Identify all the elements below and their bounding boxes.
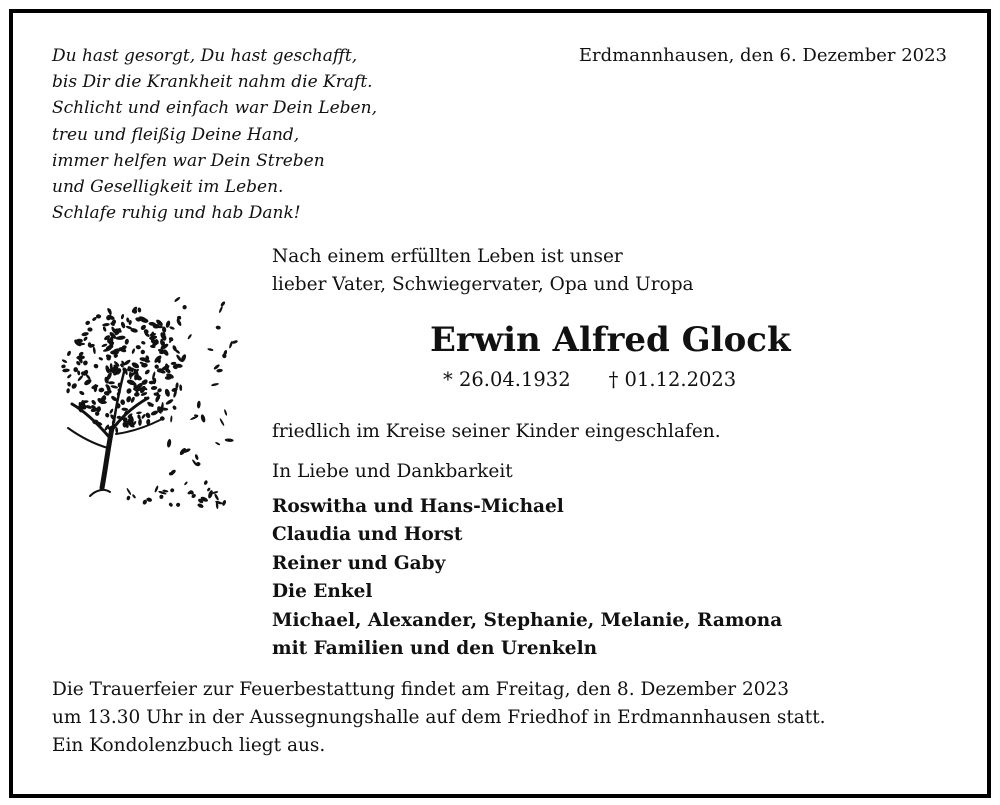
passing-text: friedlich im Kreise seiner Kinder eingeschlafen. xyxy=(272,421,721,442)
service-line: um 13.30 Uhr in der Aussegnungshalle auf dem Friedhof in Erdmannhausen statt. xyxy=(52,707,826,728)
poem xyxy=(52,43,377,226)
intro-line: Nach einem erfüllten Leben ist unser xyxy=(272,246,623,267)
life-dates xyxy=(443,366,736,394)
mourner-entry: Reiner und Gaby xyxy=(272,552,446,574)
mourner-entry: Die Enkel xyxy=(272,581,373,603)
intro-text xyxy=(272,243,694,299)
poem-line: Schlafe ruhig und hab Dank! xyxy=(52,203,301,224)
service-info xyxy=(52,676,826,760)
poem-line: immer helfen war Dein Streben xyxy=(52,150,325,171)
mourner-entry: Claudia und Horst xyxy=(272,524,463,546)
poem-line: bis Dir die Krankheit nahm die Kraft. xyxy=(52,72,373,93)
birth-date: * 26.04.1932 xyxy=(443,368,571,391)
mourners-list xyxy=(272,493,782,663)
deceased-name: Erwin Alfred Glock xyxy=(430,320,791,360)
mourner-entry: Roswitha und Hans-Michael xyxy=(272,496,564,517)
intro-line: lieber Vater, Schwiegervater, Opa und Uropa xyxy=(272,274,694,295)
poem-line: treu und fleißig Deine Hand, xyxy=(52,124,300,145)
poem-line: Du hast gesorgt, Du hast geschafft, xyxy=(52,46,358,66)
closing-text: In Liebe und Dankbarkeit xyxy=(272,461,513,482)
mourner-entry: Michael, Alexander, Stephanie, Melanie, Ramona xyxy=(272,609,783,631)
place-date: Erdmannhausen, den 6. Dezember 2023 xyxy=(578,45,947,66)
poem-line: Schlicht und einfach war Dein Leben, xyxy=(52,98,377,119)
service-line: Ein Kondolenzbuch liegt aus. xyxy=(52,735,326,756)
mourner-entry: mit Familien und den Urenkeln xyxy=(272,638,598,660)
service-line: Die Trauerfeier zur Feuerbestattung findet am Freitag, den 8. Dezember 2023 xyxy=(52,679,790,700)
poem-line: und Geselligkeit im Leben. xyxy=(52,177,284,198)
death-date: † 01.12.2023 xyxy=(608,368,737,391)
windblown-tree-icon xyxy=(50,288,240,518)
